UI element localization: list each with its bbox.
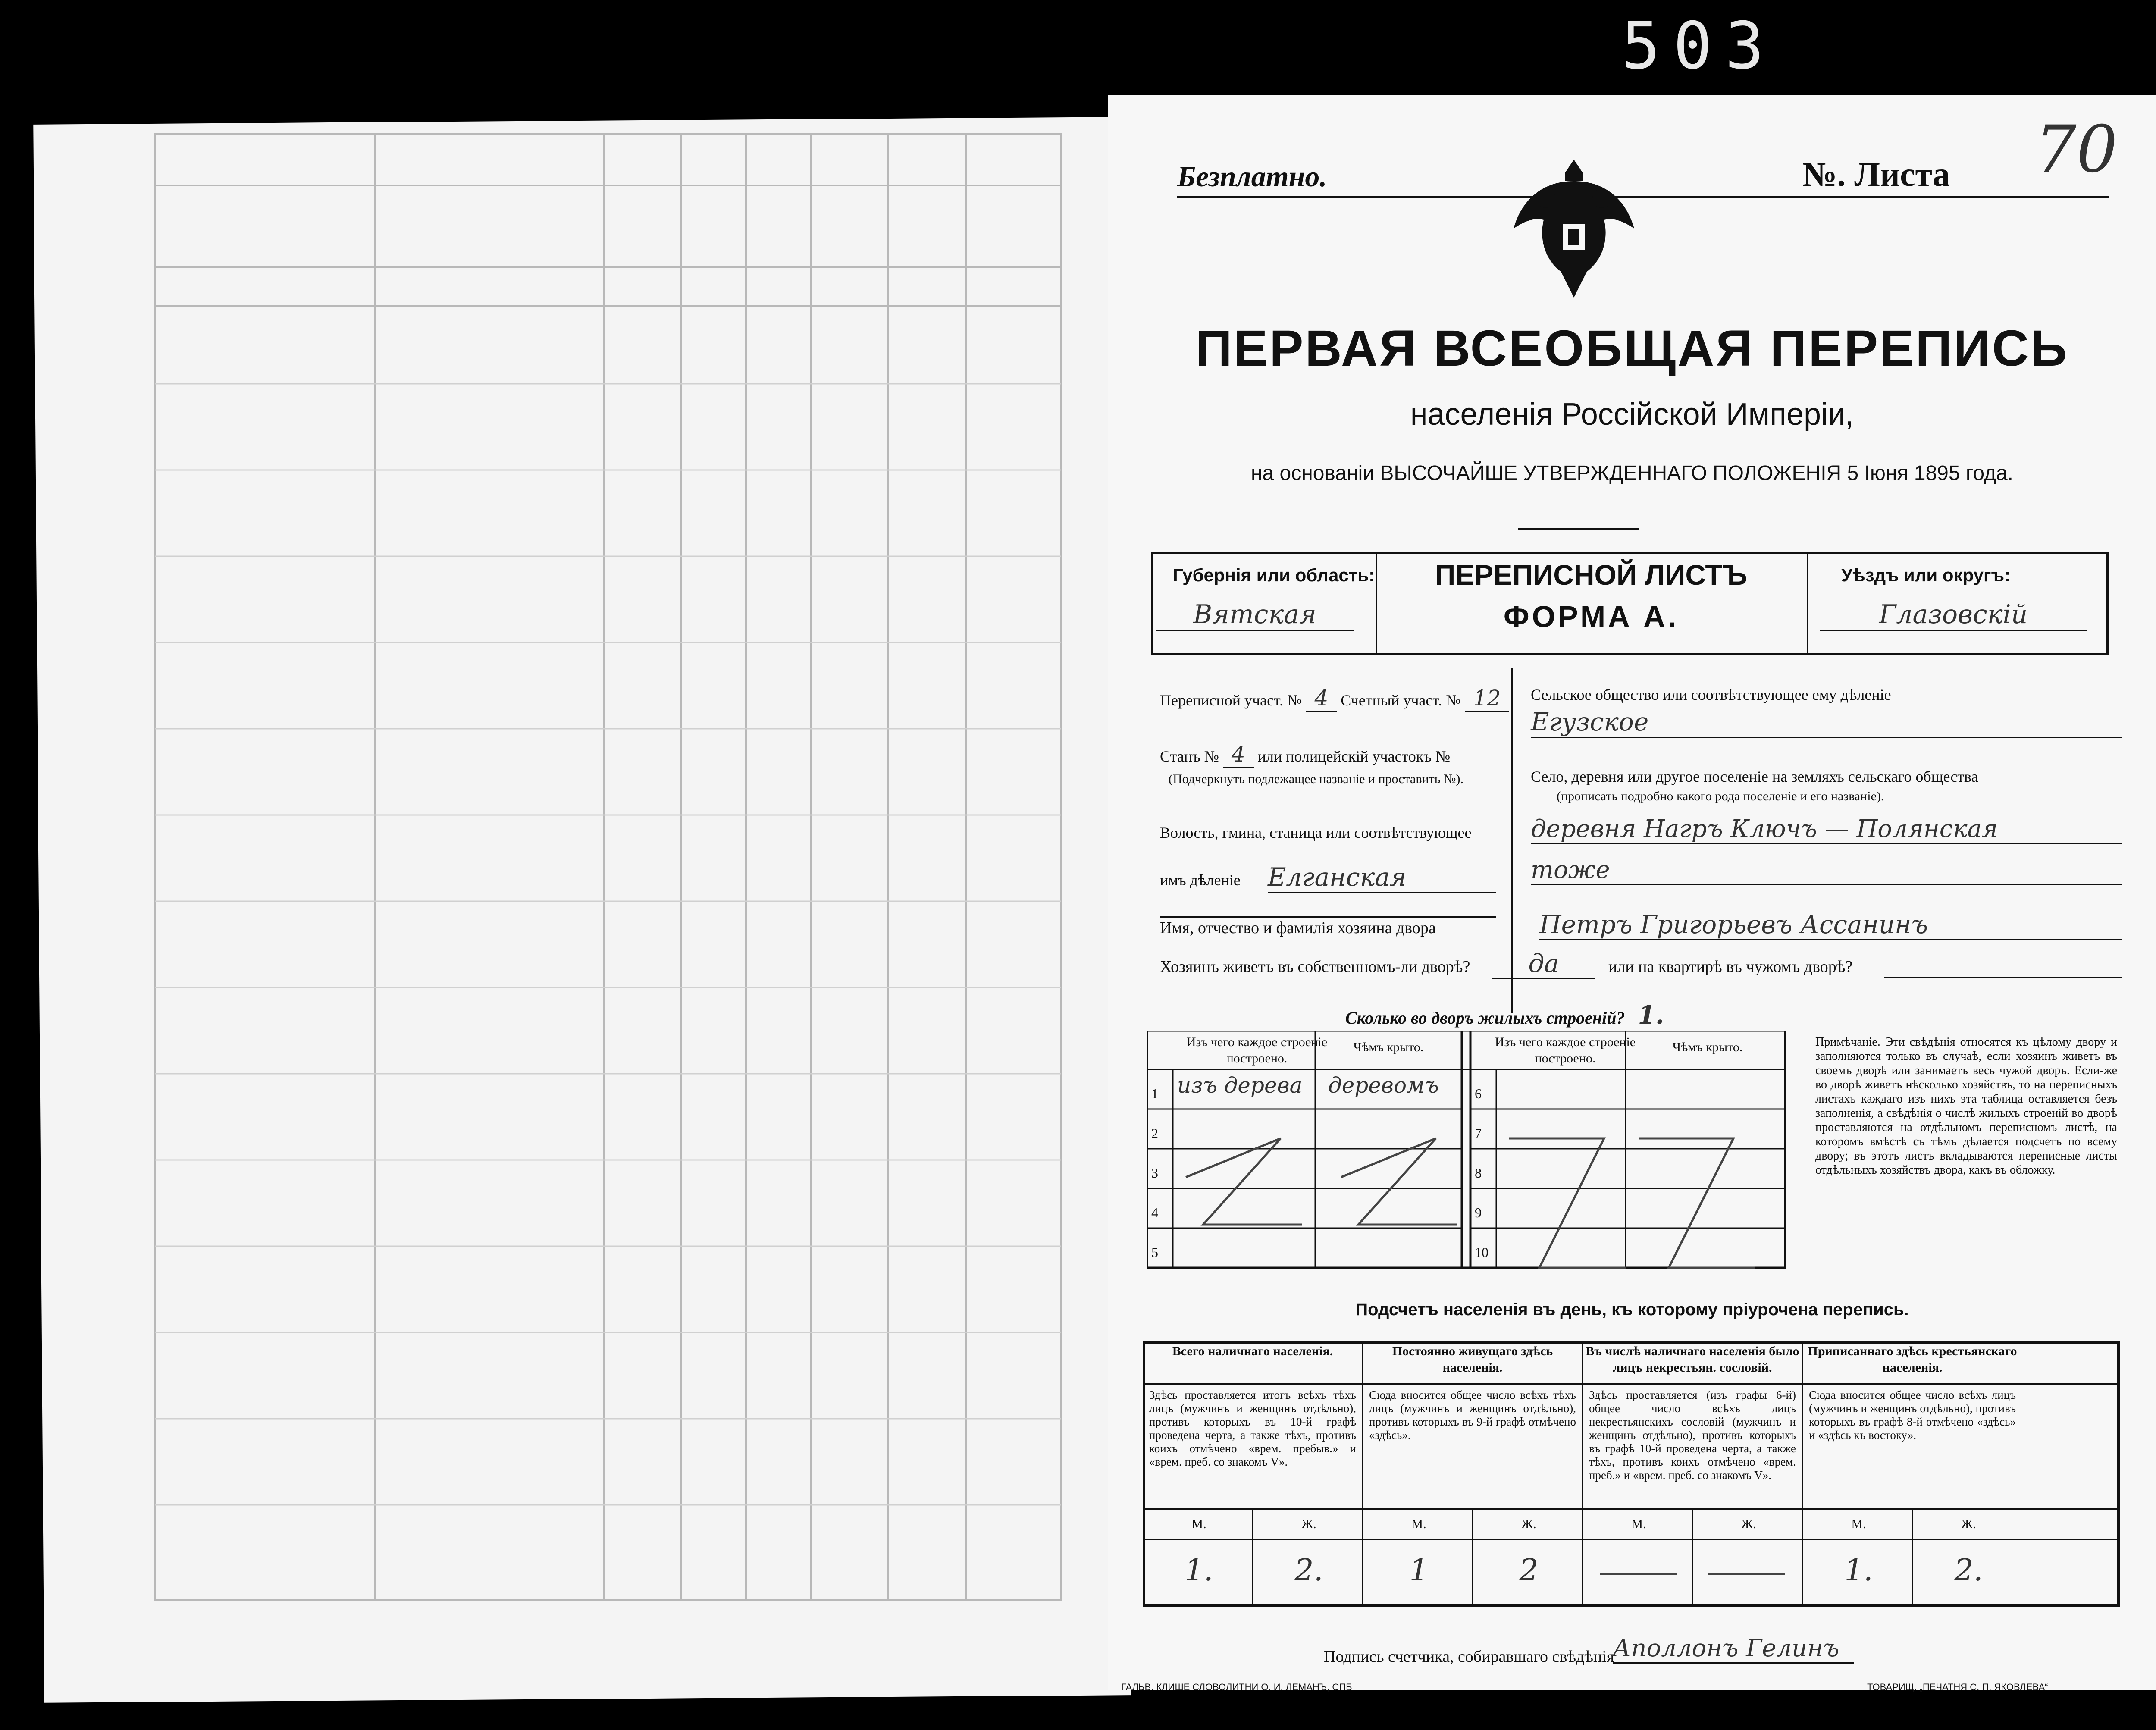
village-label: Село, деревня или другое поселеніе на земляхъ сельскаго общества: [1531, 768, 1978, 785]
count-col-2-desc: Сюда вносится общее число всѣхъ тѣхъ лицъ (мужчинъ и женщинъ отдѣльно), противъ которыхъ въ 9-й графѣ отмѣчено «здѣсь».: [1369, 1388, 1576, 1442]
village-value: деревня Нагръ Ключъ — Полянская: [1531, 815, 2122, 844]
subtitle: населенія Россійской Имперіи,: [1410, 397, 1854, 432]
row-number: 9: [1475, 1205, 1482, 1220]
count-title: Подсчетъ населенія въ день, къ которому пріурочена перепись.: [1355, 1300, 1909, 1319]
stan-value: 4: [1223, 742, 1254, 768]
village-value-2: тоже: [1531, 856, 2122, 885]
owner-value: Петръ Григорьевъ Ассанинъ: [1539, 910, 2122, 940]
police-district-label: или полицейскій участокъ №: [1257, 748, 1451, 765]
row-number: 8: [1475, 1165, 1482, 1181]
signature-value: Аполлонъ Гелинъ: [1613, 1634, 1854, 1664]
count-total-female: 2.: [1294, 1552, 1323, 1588]
row-number: 4: [1151, 1205, 1158, 1220]
row-number: 7: [1475, 1125, 1482, 1141]
m-label: М.: [1411, 1517, 1426, 1531]
col-material-header-2: Изъ чего каждое строеніе построено.: [1495, 1035, 1636, 1066]
left-page-grid: [121, 125, 1069, 1613]
blank-line: [1160, 916, 1496, 918]
note-text: Примѣчаніе. Эти свѣдѣнія относятся къ цѣлому двору и заполняются только въ случаѣ, если хозяинъ живетъ въ своемъ дворѣ или занимаетъ весь чужой дворъ. Если-же во дворѣ живетъ нѣсколько хозяйствъ, то на переписныхъ листахъ каждаго изъ нихъ эта таблица оставляется безъ заполненія, а свѣдѣнія о числѣ жилыхъ строеній во дворѣ проставляются на отдѣльномъ переписномъ листѣ, на которомъ вмѣстѣ съ тѣмъ дѣлается подсчетъ по всему двору; въ этотъ листъ вкладываются переписные листы отдѣльныхъ хозяйствъ двора, какъ въ обложку.: [1815, 1035, 2117, 1177]
archive-number: 503: [1621, 9, 1777, 84]
row-number: 5: [1151, 1244, 1158, 1260]
count-col-2-head: Постоянно живущаго здѣсь населенія.: [1392, 1344, 1553, 1375]
village-note: (прописать подробно какого рода поселеніе и его названіе).: [1557, 789, 1884, 803]
col-roof-header: Чѣмъ крыто.: [1353, 1040, 1424, 1054]
f-label: Ж.: [1961, 1517, 1976, 1531]
row-number: 1: [1151, 1086, 1158, 1101]
governorate-label: Губернія или область:: [1173, 565, 1375, 585]
count-col-1-desc: Здѣсь проставляется итогъ всѣхъ тѣхъ лицъ (мужчинъ и женщинъ отдѣльно), противъ которыхъ въ 10-й графѣ проведена черта, а также тѣхъ, противъ коихъ отмѣчено «врем. пребыв.» и «врем. преб. со знакомъ V».: [1149, 1388, 1356, 1468]
form-title: ПЕРЕПИСНОЙ ЛИСТЪ: [1435, 559, 1748, 591]
blank-line: [1884, 977, 2122, 978]
owner-label: Имя, отчество и фамилія хозяина двора: [1160, 919, 1436, 937]
census-district-label: Переписной участ. №: [1160, 692, 1302, 709]
count-permanent-female: 2: [1519, 1552, 1539, 1588]
rent-label: или на квартирѣ въ чужомъ дворѣ?: [1608, 958, 1853, 976]
ornament-rule: [1518, 528, 1639, 530]
main-title: ПЕРВАЯ ВСЕОБЩАЯ ПЕРЕПИСЬ: [1195, 320, 2069, 377]
row-number: 6: [1475, 1086, 1482, 1101]
count-col-4-desc: Сюда вносится общее число всѣхъ лицъ (мужчинъ и женщинъ отдѣльно), противъ которыхъ въ графѣ 8-й отмѣчено «здѣсь» и «здѣсь къ востоку».: [1809, 1388, 2016, 1442]
count-total-male: 1.: [1185, 1552, 1213, 1588]
count-permanent-male: 1: [1409, 1552, 1429, 1588]
form-letter: ФОРМА А.: [1503, 600, 1679, 633]
m-label: М.: [1631, 1517, 1646, 1531]
count-district-value: 12: [1465, 686, 1510, 712]
f-label: Ж.: [1521, 1517, 1536, 1531]
society-value: Егузское: [1531, 707, 2122, 738]
sheet-number-handwritten: 70: [2035, 112, 2118, 187]
row-number: 2: [1151, 1125, 1158, 1141]
count-col-1-head: Всего наличнаго населенія.: [1172, 1344, 1333, 1358]
f-label: Ж.: [1741, 1517, 1756, 1531]
free-label: Безплатно.: [1177, 160, 1327, 193]
sheet-number-label: №. Листа: [1802, 156, 1950, 194]
row1-material: изъ дерева: [1177, 1073, 1303, 1098]
header-rule: [1177, 196, 2109, 198]
buildings-table-grid: [1147, 1031, 1794, 1272]
uezd-label: Уѣздъ или округъ:: [1841, 565, 2011, 585]
buildings-value: 1.: [1638, 1000, 1664, 1030]
volost-value: Елганская: [1268, 862, 1496, 893]
count-registered-male: 1.: [1844, 1552, 1873, 1588]
lives-label: Хозяинъ живетъ въ собственномъ-ли дворѣ?: [1160, 958, 1470, 976]
stan-label: Станъ №: [1160, 748, 1219, 765]
count-registered-female: 2.: [1954, 1552, 1983, 1588]
uezd-value: Глазовскій: [1820, 599, 2087, 631]
census-district-value: 4: [1306, 686, 1337, 712]
basis-line: на основаніи ВЫСОЧАЙШЕ УТВЕРЖДЕННАГО ПОЛОЖЕНІЯ 5 Іюня 1895 года.: [1250, 462, 2013, 485]
row1-roof: деревомъ: [1328, 1073, 1439, 1098]
coat-of-arms-icon: [1505, 151, 1643, 315]
divider: [1807, 552, 1808, 655]
count-col-4-head: Приписаннаго здѣсь крестьянскаго населенія.: [1808, 1344, 2017, 1375]
col-roof-header-2: Чѣмъ крыто.: [1672, 1040, 1743, 1054]
count-col-3-desc: Здѣсь проставляется (изъ графы 6-й) общее число всѣхъ лицъ некрестьянскихъ сословій (мужчинъ и женщинъ отдѣльно), противъ которыхъ въ графѣ 10-й проведена черта, а также тѣхъ, противъ коихъ отмѣчено «врем. преб.» и «врем. преб. со знакомъ V».: [1589, 1388, 1796, 1482]
count-district-label: Счетный участ. №: [1341, 692, 1461, 709]
census-form-page: [1108, 95, 2156, 1690]
volost-label-2: имъ дѣленіе: [1160, 871, 1241, 889]
row-number: 10: [1475, 1244, 1489, 1260]
lives-value: да: [1492, 949, 1595, 979]
buildings-label: Сколько во дворъ жилыхъ строеній?: [1345, 1008, 1625, 1028]
printer-footer-right: ТОВАРИЩ. „ПЕЧАТНЯ С. П. ЯКОВЛЕВА“: [1867, 1682, 2048, 1692]
col-material-header: Изъ чего каждое строеніе построено.: [1186, 1035, 1328, 1066]
society-label: Сельское общество или соотвѣтствующее ему дѣленіе: [1531, 686, 1891, 703]
printer-footer-left: ГАЛЬВ. КЛИШЕ СЛОВОЛИТНИ О. И. ЛЕМАНЪ, СПБ: [1121, 1682, 1352, 1692]
m-label: М.: [1851, 1517, 1866, 1531]
f-label: Ж.: [1301, 1517, 1316, 1531]
signature-label: Подпись счетчика, собиравшаго свѣдѣнія: [1324, 1648, 1614, 1666]
volost-label: Волость, гмина, станица или соотвѣтствующее: [1160, 824, 1472, 841]
count-col-3-head: Въ числѣ наличнаго населенія было лицъ некрестьян. сословій.: [1586, 1344, 1799, 1375]
stan-note: (Подчеркнуть подлежащее названіе и проставить №).: [1169, 772, 1463, 786]
m-label: М.: [1191, 1517, 1206, 1531]
row-number: 3: [1151, 1165, 1158, 1181]
governorate-value: Вятская: [1156, 599, 1354, 631]
